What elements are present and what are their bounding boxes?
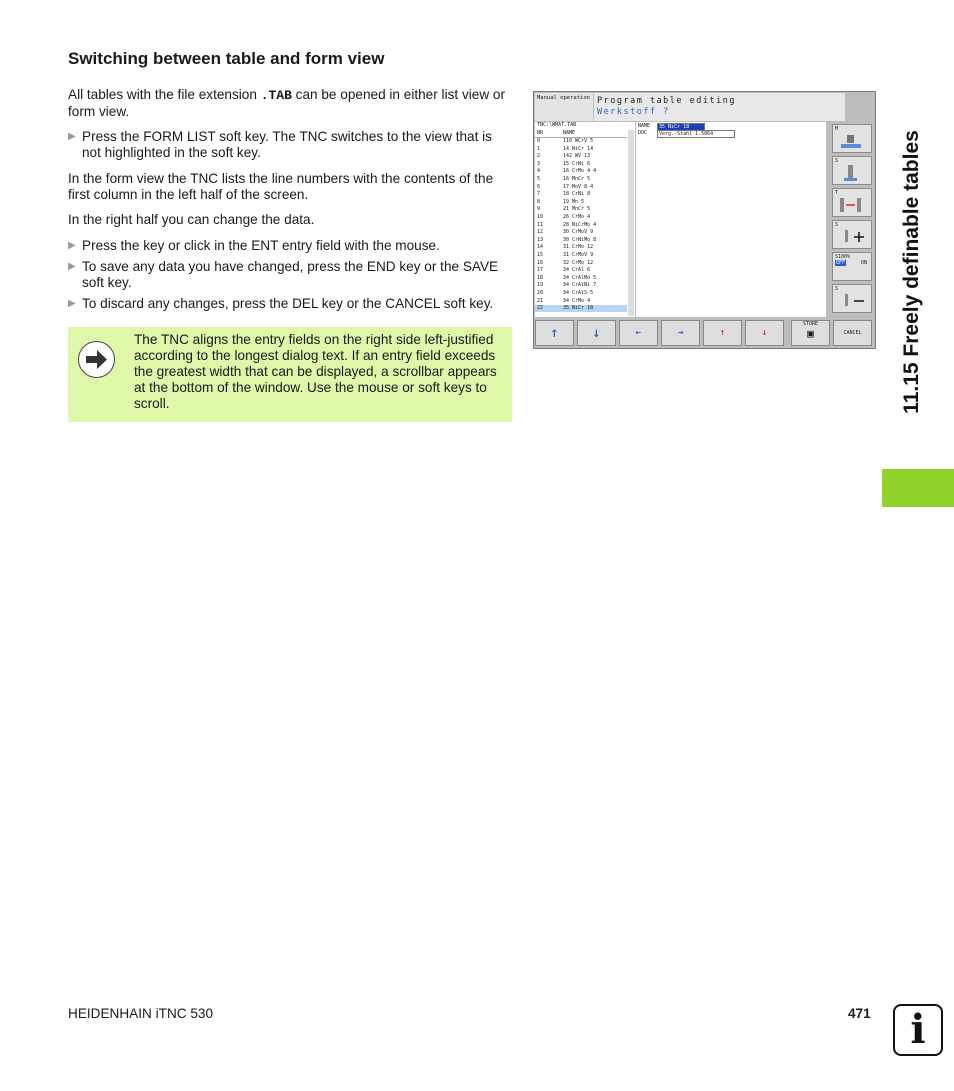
row-name: 17 MoV 8 4 bbox=[563, 183, 594, 190]
header-line-2: Werkstoff ? bbox=[597, 107, 670, 117]
row-name: 34 CrAlS 5 bbox=[563, 290, 594, 296]
row-name: 30 CrMoV 9 bbox=[563, 229, 594, 236]
store-label: STORE bbox=[802, 321, 819, 327]
bullet-ent bbox=[68, 238, 514, 254]
note-box bbox=[68, 327, 512, 422]
row-nr: 11 bbox=[537, 221, 544, 228]
table-row[interactable] bbox=[535, 244, 627, 251]
chapter-title-text: 11.15 Freely definable tables bbox=[900, 130, 923, 414]
bullet-text: Press the FORM LIST soft key. The TNC switches to the view that is not highlighted in the soft key. bbox=[82, 129, 492, 160]
bullet-arrow-icon: ▶ bbox=[68, 298, 76, 309]
row-nr: 19 bbox=[537, 282, 544, 289]
table-row[interactable] bbox=[535, 138, 627, 145]
cancel-label: CANCEL bbox=[843, 330, 862, 336]
off-label: OFF bbox=[836, 260, 846, 266]
screen-header bbox=[594, 93, 845, 121]
softkey-label: S bbox=[835, 286, 839, 292]
softkey-label: M bbox=[835, 126, 839, 132]
row-name: 19 Mn 5 bbox=[563, 198, 585, 205]
tnc-screen-screenshot bbox=[533, 91, 876, 349]
plus-icon bbox=[835, 228, 865, 246]
bullet-arrow-icon: ▶ bbox=[68, 240, 76, 251]
softkey-page-up[interactable] bbox=[535, 320, 574, 346]
operating-mode-label: Manual operation bbox=[535, 93, 593, 121]
softkey-begin[interactable] bbox=[619, 320, 658, 346]
table-row[interactable] bbox=[535, 282, 627, 289]
table-row[interactable] bbox=[535, 176, 627, 183]
table-row[interactable] bbox=[535, 184, 627, 191]
softkey-label: S100% bbox=[835, 254, 851, 260]
page-number: 471 bbox=[848, 1006, 871, 1021]
row-name: 142 WV 13 bbox=[563, 153, 591, 160]
delete-line-icon: ↓ bbox=[761, 328, 768, 338]
machine-icon bbox=[835, 132, 865, 150]
bullet-save bbox=[68, 259, 514, 291]
row-name: 34 CrAlMo 5 bbox=[563, 274, 597, 281]
row-nr: 20 bbox=[537, 290, 544, 296]
right-half-paragraph: In the right half you can change the data. bbox=[68, 212, 315, 227]
row-nr: 21 bbox=[537, 297, 544, 304]
bullet-form-list bbox=[68, 129, 514, 161]
bullet-text: Press the key or click in the ENT entry field with the mouse. bbox=[82, 238, 440, 253]
row-name: 34 CrAl 6 bbox=[563, 267, 591, 274]
row-name: 16 CrMo 4 4 bbox=[563, 168, 597, 175]
softkey-label: S bbox=[835, 158, 839, 164]
softkey-cancel[interactable] bbox=[833, 320, 872, 346]
on-label: ON bbox=[861, 260, 868, 266]
softkey-spindle-minus[interactable] bbox=[832, 284, 872, 313]
softkey-override[interactable] bbox=[832, 252, 872, 281]
note-text: The TNC aligns the entry fields on the right side left-justified according to the longest dialog text. If an entry field exceeds the greatest width that can be displayed, a scrollbar appears at the bottom of the window. Use the mouse or soft keys to scroll. bbox=[134, 332, 497, 411]
doc-entry-field[interactable]: Verg.-Stahl 1.5864 bbox=[657, 130, 735, 138]
chapter-tab-title bbox=[897, 47, 927, 497]
table-begin-icon: ⇤ bbox=[635, 328, 642, 338]
row-nr: 7 bbox=[537, 191, 541, 198]
row-nr: 9 bbox=[537, 206, 541, 213]
table-row[interactable] bbox=[535, 260, 627, 267]
row-nr: 0 bbox=[537, 138, 541, 144]
row-nr: 10 bbox=[537, 214, 544, 220]
table-row[interactable] bbox=[535, 153, 627, 160]
table-row[interactable] bbox=[535, 252, 627, 259]
table-path: TNC:\WMAT.TAB bbox=[537, 122, 577, 128]
table-row[interactable] bbox=[535, 275, 627, 282]
table-row[interactable] bbox=[535, 146, 627, 153]
row-name: 14 NiCr 14 bbox=[563, 145, 594, 152]
softkey-t[interactable] bbox=[832, 188, 872, 217]
row-nr: 4 bbox=[537, 168, 541, 175]
softkey-store[interactable] bbox=[791, 320, 830, 346]
table-row[interactable] bbox=[535, 199, 627, 206]
softkey-label: S bbox=[835, 222, 839, 228]
row-name: 34 CrMo 4 bbox=[563, 297, 591, 304]
row-nr: 22 bbox=[537, 305, 544, 312]
table-row[interactable] bbox=[535, 305, 627, 312]
file-extension-code: .TAB bbox=[260, 88, 292, 103]
bullet-discard bbox=[68, 296, 514, 312]
vertical-softkey-bar bbox=[830, 122, 874, 317]
row-nr: 14 bbox=[537, 244, 544, 251]
row-nr: 6 bbox=[537, 183, 541, 190]
footer-text: HEIDENHAIN iTNC 530 bbox=[68, 1006, 214, 1021]
softkey-end[interactable] bbox=[661, 320, 700, 346]
section-title: Switching between table and form view bbox=[68, 49, 385, 68]
header-line-1: Program table editing bbox=[597, 96, 736, 106]
arrow-up-icon: ↑ bbox=[550, 325, 559, 341]
name-entry-field[interactable]: 35 NiCr 18 bbox=[657, 123, 705, 131]
table-end-icon: ⇥ bbox=[677, 328, 684, 338]
table-row[interactable] bbox=[535, 168, 627, 175]
row-nr: 5 bbox=[537, 176, 541, 182]
bullet-text: To discard any changes, press the DEL key or the CANCEL soft key. bbox=[82, 296, 494, 311]
row-name: 35 NiCr 18 bbox=[563, 305, 594, 312]
list-column-header bbox=[535, 130, 627, 138]
softkey-m[interactable] bbox=[832, 124, 872, 153]
intro-text-before: All tables with the file extension bbox=[68, 87, 261, 102]
row-nr: 2 bbox=[537, 153, 541, 160]
softkey-spindle-plus[interactable] bbox=[832, 220, 872, 249]
horizontal-softkey-bar bbox=[535, 320, 874, 347]
form-view-paragraph: In the form view the TNC lists the line numbers with the contents of the first column in the left half of the screen. bbox=[68, 171, 494, 202]
row-name: 16 MnCr 5 bbox=[563, 176, 591, 182]
info-icon bbox=[893, 1004, 943, 1056]
col-name: NAME bbox=[563, 130, 576, 136]
row-nr: 15 bbox=[537, 252, 544, 258]
chapter-color-tab bbox=[882, 469, 954, 507]
row-name: 34 CrAlNi 7 bbox=[563, 282, 597, 289]
row-name: 110 WCrV 5 bbox=[563, 138, 594, 144]
row-nr: 1 bbox=[537, 145, 541, 152]
softkey-page-down[interactable] bbox=[577, 320, 616, 346]
row-nr: 16 bbox=[537, 259, 544, 266]
softkey-label: T bbox=[835, 190, 839, 196]
table-list-panel bbox=[535, 122, 635, 317]
row-nr: 13 bbox=[537, 236, 544, 243]
tool-change-icon bbox=[835, 196, 865, 214]
table-row[interactable] bbox=[535, 267, 627, 274]
list-scrollbar[interactable] bbox=[628, 130, 634, 316]
softkey-insert[interactable] bbox=[703, 320, 742, 346]
softkey-s[interactable] bbox=[832, 156, 872, 185]
intro-text-after: can be opened in either list view or form view. bbox=[68, 87, 505, 119]
table-row[interactable] bbox=[535, 229, 627, 236]
table-row[interactable] bbox=[535, 298, 627, 305]
table-row[interactable] bbox=[535, 214, 627, 221]
row-nr: 8 bbox=[537, 198, 541, 205]
table-row[interactable] bbox=[535, 191, 627, 198]
softkey-delete[interactable] bbox=[745, 320, 784, 346]
bullet-arrow-icon: ▶ bbox=[68, 131, 76, 142]
info-glyph: i bbox=[910, 1006, 926, 1053]
arrow-right-circle-icon bbox=[78, 341, 115, 378]
row-name: 28 NiCrMo 4 bbox=[563, 221, 597, 228]
form-label: NAME bbox=[638, 123, 651, 129]
table-row[interactable] bbox=[535, 237, 627, 244]
row-name: 15 CrNi 6 bbox=[563, 160, 591, 167]
row-name: 21 MnCr 5 bbox=[563, 206, 591, 213]
arrow-down-icon: ↓ bbox=[592, 325, 601, 341]
table-row[interactable] bbox=[535, 206, 627, 213]
row-name: 26 CrMo 4 bbox=[563, 214, 591, 220]
table-row[interactable] bbox=[535, 161, 627, 168]
row-nr: 17 bbox=[537, 267, 544, 274]
form-label: DOC bbox=[638, 130, 648, 136]
bullet-text: To save any data you have changed, press the END key or the SAVE soft key. bbox=[82, 259, 499, 290]
row-name: 31 CrMo 12 bbox=[563, 244, 594, 251]
row-nr: 12 bbox=[537, 229, 544, 236]
row-name: 18 CrNi 8 bbox=[563, 191, 591, 198]
minus-icon bbox=[835, 292, 865, 310]
row-name: 32 CrMo 12 bbox=[563, 259, 594, 266]
form-panel bbox=[636, 122, 826, 317]
spindle-icon bbox=[835, 164, 865, 182]
bullet-arrow-icon: ▶ bbox=[68, 261, 76, 272]
disk-icon: ▣ bbox=[807, 327, 814, 340]
table-row[interactable] bbox=[535, 222, 627, 229]
row-nr: 3 bbox=[537, 160, 541, 167]
row-nr: 18 bbox=[537, 274, 544, 281]
intro-paragraph bbox=[68, 87, 514, 120]
row-name: 31 CrMoV 9 bbox=[563, 252, 594, 258]
col-nr: NR bbox=[537, 130, 544, 136]
insert-line-icon: ↑ bbox=[719, 328, 726, 338]
row-name: 30 CrNiMo 8 bbox=[563, 236, 597, 243]
table-row[interactable] bbox=[535, 290, 627, 297]
